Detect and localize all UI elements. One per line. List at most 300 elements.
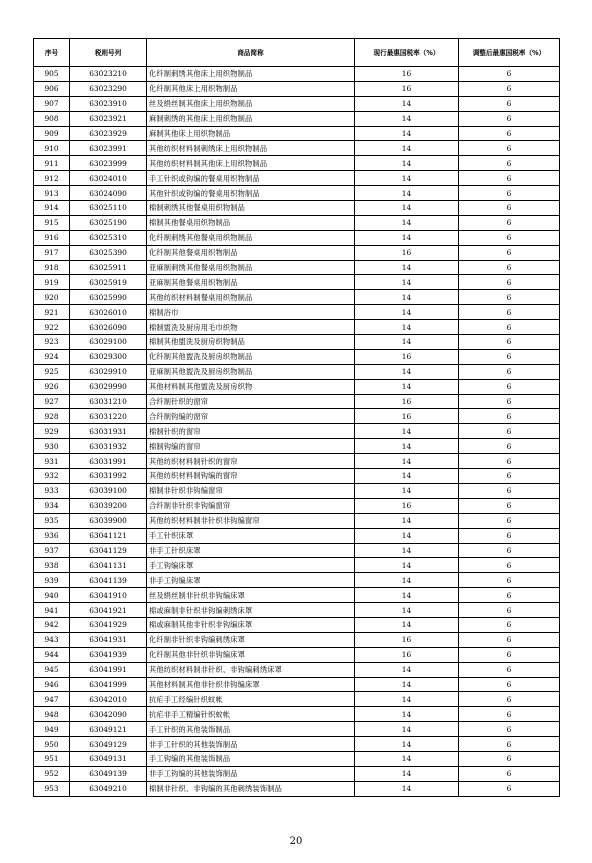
row-product-name-cell: 棉或麻制其他非针织非钩编床罩	[147, 617, 355, 632]
row-seq-cell: 919	[34, 275, 70, 290]
row-adjusted-rate-cell: 6	[459, 201, 560, 216]
row-product-name-cell: 抗疟非手工精编针织蚊帐	[147, 707, 355, 722]
row-current-rate-cell: 14	[355, 513, 459, 528]
row-current-rate-cell: 14	[355, 171, 459, 186]
table-row	[34, 498, 560, 513]
row-adjusted-rate-cell: 6	[459, 737, 560, 752]
row-product-name-cell: 其他纺织材料制其他床上用织物制品	[147, 156, 355, 171]
row-tariff-code-cell: 63049121	[70, 722, 147, 737]
row-seq-cell: 948	[34, 707, 70, 722]
row-current-rate-cell: 14	[355, 588, 459, 603]
row-current-rate-cell: 14	[355, 662, 459, 677]
row-adjusted-rate-cell: 6	[459, 290, 560, 305]
row-current-rate-cell: 14	[355, 558, 459, 573]
row-product-name-cell: 其他材料制其他盥洗及厨房织物	[147, 379, 355, 394]
header-adjusted-rate: 调整后最惠国税率（%）	[459, 39, 560, 67]
table-row	[34, 588, 560, 603]
row-current-rate-cell: 14	[355, 186, 459, 201]
row-seq-cell: 949	[34, 722, 70, 737]
row-seq-cell: 951	[34, 751, 70, 766]
row-tariff-code-cell: 63025911	[70, 260, 147, 275]
row-product-name-cell: 亚麻制其他盥洗及厨房织物制品	[147, 364, 355, 379]
table-row	[34, 141, 560, 156]
table-row	[34, 409, 560, 424]
row-current-rate-cell: 14	[355, 677, 459, 692]
row-adjusted-rate-cell: 6	[459, 498, 560, 513]
row-product-name-cell: 其他纺织材料制非针织、非钩编刺绣床罩	[147, 662, 355, 677]
row-seq-cell: 912	[34, 171, 70, 186]
row-product-name-cell: 棉制非针织、非钩编的其他刺绣装饰制品	[147, 781, 355, 796]
row-tariff-code-cell: 63024090	[70, 186, 147, 201]
row-adjusted-rate-cell: 6	[459, 349, 560, 364]
row-tariff-code-cell: 63026010	[70, 305, 147, 320]
row-adjusted-rate-cell: 6	[459, 573, 560, 588]
row-seq-cell: 945	[34, 662, 70, 677]
row-adjusted-rate-cell: 6	[459, 766, 560, 781]
row-tariff-code-cell: 63023991	[70, 141, 147, 156]
row-current-rate-cell: 14	[355, 603, 459, 618]
row-product-name-cell: 化纤制非针织非钩编刺绣床罩	[147, 632, 355, 647]
row-adjusted-rate-cell: 6	[459, 320, 560, 335]
row-tariff-code-cell: 63041929	[70, 617, 147, 632]
row-current-rate-cell: 14	[355, 424, 459, 439]
row-adjusted-rate-cell: 6	[459, 439, 560, 454]
table-row	[34, 692, 560, 707]
row-current-rate-cell: 14	[355, 305, 459, 320]
row-seq-cell: 937	[34, 543, 70, 558]
row-current-rate-cell: 14	[355, 543, 459, 558]
row-adjusted-rate-cell: 6	[459, 647, 560, 662]
row-product-name-cell: 其他材料制其他非针织非钩编床罩	[147, 677, 355, 692]
row-product-name-cell: 丝及绢丝制非针织非钩编床罩	[147, 588, 355, 603]
row-product-name-cell: 合纤制针织的窗帘	[147, 394, 355, 409]
row-product-name-cell: 非手工针织床罩	[147, 543, 355, 558]
table-row	[34, 766, 560, 781]
row-current-rate-cell: 14	[355, 260, 459, 275]
row-adjusted-rate-cell: 6	[459, 379, 560, 394]
table-row	[34, 483, 560, 498]
row-seq-cell: 922	[34, 320, 70, 335]
row-adjusted-rate-cell: 6	[459, 141, 560, 156]
row-seq-cell: 908	[34, 111, 70, 126]
row-tariff-code-cell: 63025990	[70, 290, 147, 305]
row-seq-cell: 923	[34, 335, 70, 350]
row-current-rate-cell: 14	[355, 573, 459, 588]
table-row	[34, 722, 560, 737]
row-current-rate-cell: 14	[355, 722, 459, 737]
row-seq-cell: 943	[34, 632, 70, 647]
row-adjusted-rate-cell: 6	[459, 781, 560, 796]
row-product-name-cell: 棉制针织的窗帘	[147, 424, 355, 439]
row-tariff-code-cell: 63049210	[70, 781, 147, 796]
tariff-table-container	[33, 38, 559, 797]
table-row	[34, 543, 560, 558]
table-row	[34, 186, 560, 201]
table-row	[34, 528, 560, 543]
row-tariff-code-cell: 63031931	[70, 424, 147, 439]
table-row	[34, 320, 560, 335]
row-product-name-cell: 棉制其他盥洗及厨房织物制品	[147, 335, 355, 350]
header-seq: 序号	[34, 39, 70, 67]
row-tariff-code-cell: 63029100	[70, 335, 147, 350]
row-product-name-cell: 棉制钩编的窗帘	[147, 439, 355, 454]
row-current-rate-cell: 16	[355, 349, 459, 364]
row-seq-cell: 913	[34, 186, 70, 201]
row-tariff-code-cell: 63031992	[70, 469, 147, 484]
table-row	[34, 662, 560, 677]
row-seq-cell: 942	[34, 617, 70, 632]
row-current-rate-cell: 16	[355, 647, 459, 662]
page-number: 20	[289, 836, 303, 847]
row-tariff-code-cell: 63031210	[70, 394, 147, 409]
row-product-name-cell: 抗疟手工经编针织蚊帐	[147, 692, 355, 707]
row-adjusted-rate-cell: 6	[459, 692, 560, 707]
row-seq-cell: 933	[34, 483, 70, 498]
row-seq-cell: 927	[34, 394, 70, 409]
row-adjusted-rate-cell: 6	[459, 617, 560, 632]
table-row	[34, 364, 560, 379]
row-seq-cell: 944	[34, 647, 70, 662]
table-row	[34, 781, 560, 796]
table-row	[34, 67, 560, 82]
row-tariff-code-cell: 63042090	[70, 707, 147, 722]
row-tariff-code-cell: 63042010	[70, 692, 147, 707]
row-seq-cell: 939	[34, 573, 70, 588]
row-current-rate-cell: 14	[355, 454, 459, 469]
row-tariff-code-cell: 63031220	[70, 409, 147, 424]
table-row	[34, 632, 560, 647]
row-seq-cell: 917	[34, 245, 70, 260]
row-adjusted-rate-cell: 6	[459, 305, 560, 320]
row-seq-cell: 936	[34, 528, 70, 543]
row-adjusted-rate-cell: 6	[459, 111, 560, 126]
row-seq-cell: 914	[34, 201, 70, 216]
row-product-name-cell: 非手工钩编的其他装饰制品	[147, 766, 355, 781]
row-adjusted-rate-cell: 6	[459, 483, 560, 498]
row-adjusted-rate-cell: 6	[459, 513, 560, 528]
row-product-name-cell: 化纤制其他非针织非钩编床罩	[147, 647, 355, 662]
header-product-name: 商品简称	[147, 39, 355, 67]
row-tariff-code-cell: 63041131	[70, 558, 147, 573]
row-seq-cell: 920	[34, 290, 70, 305]
row-current-rate-cell: 14	[355, 96, 459, 111]
row-seq-cell: 932	[34, 469, 70, 484]
row-current-rate-cell: 16	[355, 81, 459, 96]
table-row	[34, 647, 560, 662]
row-seq-cell: 905	[34, 67, 70, 82]
row-tariff-code-cell: 63023210	[70, 67, 147, 82]
row-current-rate-cell: 14	[355, 483, 459, 498]
row-current-rate-cell: 14	[355, 469, 459, 484]
row-tariff-code-cell: 63039200	[70, 498, 147, 513]
row-adjusted-rate-cell: 6	[459, 632, 560, 647]
table-row	[34, 349, 560, 364]
row-seq-cell: 931	[34, 454, 70, 469]
row-adjusted-rate-cell: 6	[459, 707, 560, 722]
row-product-name-cell: 非手工钩编床罩	[147, 573, 355, 588]
row-adjusted-rate-cell: 6	[459, 156, 560, 171]
row-adjusted-rate-cell: 6	[459, 215, 560, 230]
table-row	[34, 379, 560, 394]
row-tariff-code-cell: 63041921	[70, 603, 147, 618]
table-row	[34, 126, 560, 141]
row-product-name-cell: 非手工针织的其他装饰制品	[147, 737, 355, 752]
table-row	[34, 513, 560, 528]
row-seq-cell: 916	[34, 230, 70, 245]
row-product-name-cell: 棉制非针织非钩编窗帘	[147, 483, 355, 498]
row-seq-cell: 926	[34, 379, 70, 394]
table-row	[34, 707, 560, 722]
row-tariff-code-cell: 63031932	[70, 439, 147, 454]
row-adjusted-rate-cell: 6	[459, 81, 560, 96]
row-adjusted-rate-cell: 6	[459, 186, 560, 201]
row-adjusted-rate-cell: 6	[459, 245, 560, 260]
table-row	[34, 245, 560, 260]
row-tariff-code-cell: 63023921	[70, 111, 147, 126]
row-current-rate-cell: 16	[355, 245, 459, 260]
table-row	[34, 677, 560, 692]
row-tariff-code-cell: 63041931	[70, 632, 147, 647]
row-tariff-code-cell: 63049139	[70, 766, 147, 781]
row-adjusted-rate-cell: 6	[459, 588, 560, 603]
table-row	[34, 230, 560, 245]
row-product-name-cell: 手工钩编的其他装饰制品	[147, 751, 355, 766]
row-seq-cell: 952	[34, 766, 70, 781]
row-current-rate-cell: 14	[355, 126, 459, 141]
row-product-name-cell: 化纤制其他盥洗及厨房织物制品	[147, 349, 355, 364]
row-product-name-cell: 丝及绢丝制其他床上用织物制品	[147, 96, 355, 111]
row-product-name-cell: 棉制浴巾	[147, 305, 355, 320]
row-current-rate-cell: 14	[355, 335, 459, 350]
row-adjusted-rate-cell: 6	[459, 96, 560, 111]
row-tariff-code-cell: 63041991	[70, 662, 147, 677]
row-adjusted-rate-cell: 6	[459, 558, 560, 573]
row-adjusted-rate-cell: 6	[459, 67, 560, 82]
row-adjusted-rate-cell: 6	[459, 454, 560, 469]
row-product-name-cell: 化纤制其他餐桌用织物制品	[147, 245, 355, 260]
table-header	[34, 39, 560, 67]
row-product-name-cell: 棉或麻制非针织非钩编刺绣床罩	[147, 603, 355, 618]
row-tariff-code-cell: 63024010	[70, 171, 147, 186]
row-product-name-cell: 其他纺织材料制钩编的窗帘	[147, 469, 355, 484]
header-row	[34, 39, 560, 67]
table-row	[34, 454, 560, 469]
row-tariff-code-cell: 63049131	[70, 751, 147, 766]
row-seq-cell: 929	[34, 424, 70, 439]
row-seq-cell: 940	[34, 588, 70, 603]
row-tariff-code-cell: 63025110	[70, 201, 147, 216]
row-adjusted-rate-cell: 6	[459, 230, 560, 245]
header-current-rate: 现行最惠国税率（%）	[355, 39, 459, 67]
row-current-rate-cell: 14	[355, 766, 459, 781]
tariff-table	[33, 38, 560, 797]
row-tariff-code-cell: 63029910	[70, 364, 147, 379]
row-product-name-cell: 化纤制刺绣其他床上用织物制品	[147, 67, 355, 82]
row-seq-cell: 934	[34, 498, 70, 513]
row-tariff-code-cell: 63039100	[70, 483, 147, 498]
row-tariff-code-cell: 63039900	[70, 513, 147, 528]
table-row	[34, 111, 560, 126]
row-seq-cell: 924	[34, 349, 70, 364]
row-adjusted-rate-cell: 6	[459, 171, 560, 186]
row-current-rate-cell: 16	[355, 394, 459, 409]
table-row	[34, 305, 560, 320]
row-adjusted-rate-cell: 6	[459, 469, 560, 484]
row-tariff-code-cell: 63029300	[70, 349, 147, 364]
row-seq-cell: 953	[34, 781, 70, 796]
row-product-name-cell: 手工钩编床罩	[147, 558, 355, 573]
table-row	[34, 156, 560, 171]
row-tariff-code-cell: 63023999	[70, 156, 147, 171]
row-tariff-code-cell: 63041139	[70, 573, 147, 588]
table-row	[34, 215, 560, 230]
row-current-rate-cell: 16	[355, 498, 459, 513]
row-tariff-code-cell: 63041910	[70, 588, 147, 603]
row-product-name-cell: 其他纺织材料制针织的窗帘	[147, 454, 355, 469]
row-product-name-cell: 其他纺织材料制非针织非钩编窗帘	[147, 513, 355, 528]
row-product-name-cell: 棉制刺绣其他餐桌用织物制品	[147, 201, 355, 216]
row-seq-cell: 910	[34, 141, 70, 156]
row-current-rate-cell: 14	[355, 215, 459, 230]
row-tariff-code-cell: 63041939	[70, 647, 147, 662]
row-seq-cell: 946	[34, 677, 70, 692]
row-adjusted-rate-cell: 6	[459, 424, 560, 439]
row-current-rate-cell: 16	[355, 409, 459, 424]
row-current-rate-cell: 14	[355, 781, 459, 796]
row-current-rate-cell: 14	[355, 230, 459, 245]
row-adjusted-rate-cell: 6	[459, 126, 560, 141]
row-seq-cell: 930	[34, 439, 70, 454]
table-row	[34, 275, 560, 290]
row-current-rate-cell: 14	[355, 320, 459, 335]
table-row	[34, 394, 560, 409]
row-product-name-cell: 合纤制非针织非钩编窗帘	[147, 498, 355, 513]
row-seq-cell: 918	[34, 260, 70, 275]
row-adjusted-rate-cell: 6	[459, 751, 560, 766]
row-adjusted-rate-cell: 6	[459, 528, 560, 543]
row-current-rate-cell: 14	[355, 201, 459, 216]
row-tariff-code-cell: 63023929	[70, 126, 147, 141]
table-row	[34, 290, 560, 305]
row-seq-cell: 915	[34, 215, 70, 230]
row-tariff-code-cell: 63029990	[70, 379, 147, 394]
table-row	[34, 751, 560, 766]
row-current-rate-cell: 16	[355, 632, 459, 647]
row-product-name-cell: 手工针织或钩编的餐桌用织物制品	[147, 171, 355, 186]
row-current-rate-cell: 14	[355, 528, 459, 543]
row-adjusted-rate-cell: 6	[459, 409, 560, 424]
row-product-name-cell: 其他纺织材料制餐桌用织物制品	[147, 290, 355, 305]
row-product-name-cell: 手工针织床罩	[147, 528, 355, 543]
row-product-name-cell: 化纤制刺绣其他餐桌用织物制品	[147, 230, 355, 245]
row-current-rate-cell: 14	[355, 707, 459, 722]
table-body	[34, 67, 560, 797]
row-seq-cell: 947	[34, 692, 70, 707]
row-current-rate-cell: 14	[355, 156, 459, 171]
table-row	[34, 424, 560, 439]
table-row	[34, 603, 560, 618]
row-current-rate-cell: 14	[355, 692, 459, 707]
row-current-rate-cell: 14	[355, 751, 459, 766]
row-current-rate-cell: 14	[355, 439, 459, 454]
row-seq-cell: 941	[34, 603, 70, 618]
table-row	[34, 81, 560, 96]
row-tariff-code-cell: 63025919	[70, 275, 147, 290]
table-row	[34, 737, 560, 752]
row-product-name-cell: 麻制刺绣的其他床上用织物制品	[147, 111, 355, 126]
row-seq-cell: 928	[34, 409, 70, 424]
row-current-rate-cell: 14	[355, 111, 459, 126]
row-tariff-code-cell: 63031991	[70, 454, 147, 469]
row-tariff-code-cell: 63025390	[70, 245, 147, 260]
row-current-rate-cell: 14	[355, 290, 459, 305]
row-seq-cell: 925	[34, 364, 70, 379]
row-tariff-code-cell: 63023290	[70, 81, 147, 96]
table-row	[34, 573, 560, 588]
table-row	[34, 617, 560, 632]
row-tariff-code-cell: 63026090	[70, 320, 147, 335]
row-current-rate-cell: 14	[355, 141, 459, 156]
row-product-name-cell: 棉制其他餐桌用织物制品	[147, 215, 355, 230]
row-seq-cell: 938	[34, 558, 70, 573]
table-row	[34, 469, 560, 484]
row-adjusted-rate-cell: 6	[459, 677, 560, 692]
row-adjusted-rate-cell: 6	[459, 543, 560, 558]
row-adjusted-rate-cell: 6	[459, 722, 560, 737]
row-current-rate-cell: 14	[355, 617, 459, 632]
table-row	[34, 96, 560, 111]
row-tariff-code-cell: 63041999	[70, 677, 147, 692]
row-adjusted-rate-cell: 6	[459, 364, 560, 379]
row-current-rate-cell: 14	[355, 364, 459, 379]
row-seq-cell: 921	[34, 305, 70, 320]
row-tariff-code-cell: 63023910	[70, 96, 147, 111]
row-adjusted-rate-cell: 6	[459, 662, 560, 677]
table-row	[34, 558, 560, 573]
row-product-name-cell: 亚麻制刺绣其他餐桌用织物制品	[147, 260, 355, 275]
row-product-name-cell: 棉制盥洗及厨房用毛巾织物	[147, 320, 355, 335]
row-adjusted-rate-cell: 6	[459, 335, 560, 350]
table-row	[34, 335, 560, 350]
row-current-rate-cell: 14	[355, 275, 459, 290]
row-product-name-cell: 手工针织的其他装饰制品	[147, 722, 355, 737]
row-adjusted-rate-cell: 6	[459, 275, 560, 290]
row-product-name-cell: 亚麻制其他餐桌用织物制品	[147, 275, 355, 290]
row-product-name-cell: 合纤制钩编的窗帘	[147, 409, 355, 424]
table-row	[34, 260, 560, 275]
row-adjusted-rate-cell: 6	[459, 603, 560, 618]
row-tariff-code-cell: 63041121	[70, 528, 147, 543]
row-seq-cell: 935	[34, 513, 70, 528]
row-product-name-cell: 其他纺织材料制刺绣床上用织物制品	[147, 141, 355, 156]
row-seq-cell: 907	[34, 96, 70, 111]
row-tariff-code-cell: 63025310	[70, 230, 147, 245]
row-product-name-cell: 化纤制其他床上用织物制品	[147, 81, 355, 96]
row-tariff-code-cell: 63049129	[70, 737, 147, 752]
header-tariff-code: 税则号列	[70, 39, 147, 67]
row-adjusted-rate-cell: 6	[459, 260, 560, 275]
row-current-rate-cell: 16	[355, 67, 459, 82]
row-seq-cell: 909	[34, 126, 70, 141]
row-tariff-code-cell: 63025190	[70, 215, 147, 230]
row-seq-cell: 906	[34, 81, 70, 96]
row-adjusted-rate-cell: 6	[459, 394, 560, 409]
row-product-name-cell: 麻制其他床上用织物制品	[147, 126, 355, 141]
row-seq-cell: 950	[34, 737, 70, 752]
row-product-name-cell: 其他针织或钩编的餐桌用织物制品	[147, 186, 355, 201]
row-current-rate-cell: 14	[355, 379, 459, 394]
row-seq-cell: 911	[34, 156, 70, 171]
